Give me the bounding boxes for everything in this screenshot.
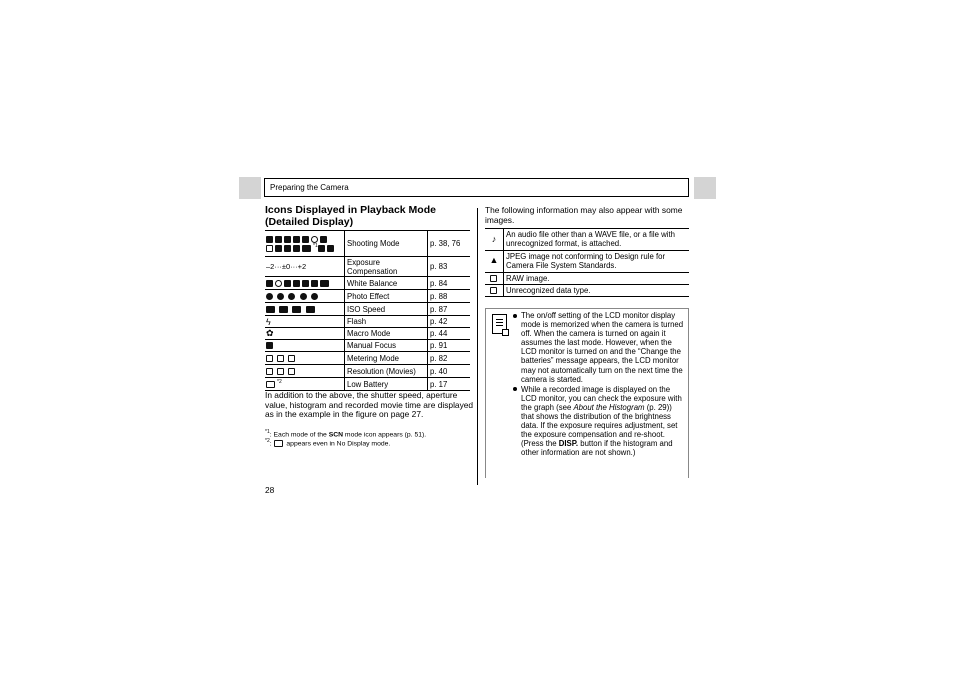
table-row — [485, 250, 689, 272]
table-row — [485, 285, 689, 297]
note-box — [485, 308, 689, 478]
table-item-name: Macro Mode — [345, 328, 428, 340]
column-divider — [477, 208, 478, 485]
table-item-page: p. 84 — [428, 277, 471, 290]
footnote-2: $^{*2}$: appears even in No Display mode. — [265, 438, 391, 448]
table-item-page: p. 87 — [428, 303, 471, 316]
table-item-name: Metering Mode — [345, 352, 428, 365]
iso-speed-icons — [265, 303, 345, 316]
table-item-text: RAW image. — [504, 272, 690, 284]
table-item-name: Shooting Mode — [345, 231, 428, 257]
table-row — [485, 272, 689, 284]
table-item-page: p. 88 — [428, 290, 471, 303]
memo-icon — [492, 314, 507, 334]
white-balance-icons — [265, 277, 345, 290]
table-row — [265, 378, 470, 391]
table-item-text: An audio file other than a WAVE file, or a file with unrecognized format, is attached. — [504, 229, 690, 251]
footnote-ref-2: *2 — [277, 379, 282, 386]
table-item-text: Unrecognized data type. — [504, 285, 690, 297]
table-row — [265, 316, 470, 328]
table-row — [265, 257, 470, 277]
chapter-header — [264, 178, 689, 197]
table-row — [265, 231, 470, 257]
audio-file-icon: ♪ — [491, 233, 497, 244]
table-row — [485, 229, 689, 251]
table-item-page: p. 17 — [428, 378, 471, 391]
note-text — [513, 311, 685, 458]
flash-icon: ϟ — [266, 316, 271, 327]
raw-icon — [490, 275, 497, 282]
right-intro-text: The following information may also appear with some images. — [485, 205, 683, 225]
table-item-name: Exposure Compensation — [345, 257, 428, 277]
movie-resolution-icons — [265, 365, 345, 378]
table-row — [265, 352, 470, 365]
table-item-page: p. 44 — [428, 328, 471, 340]
extra-info-table — [485, 228, 689, 297]
table-item-page: p. 83 — [428, 257, 471, 277]
table-row — [265, 328, 470, 340]
table-item-page: p. 38, 76 — [428, 231, 471, 257]
footnote-ref-1: *1 — [313, 243, 318, 250]
footnote-1: $^{*1}$: Each mode of the SCN mode icon appears (p. 51). — [265, 429, 427, 439]
body-paragraph: In addition to the above, the shutter speed, aperture value, histogram and recorded movie time are displayed as in the example in the figure on page 27. — [265, 390, 474, 420]
table-item-text: JPEG image not conforming to Design rule for Camera File System Standards. — [504, 250, 690, 272]
table-item-page: p. 40 — [428, 365, 471, 378]
table-row — [265, 290, 470, 303]
exposure-compensation-scale: –2···±0···+2 — [265, 257, 345, 277]
table-row — [265, 277, 470, 290]
right-page-tab — [694, 177, 716, 199]
table-item-name: Resolution (Movies) — [345, 365, 428, 378]
macro-icon: ✿ — [266, 328, 274, 338]
section-title: Icons Displayed in Playback Mode (Detailed Display) — [265, 204, 436, 228]
manual-focus-icon — [266, 342, 273, 349]
table-item-name: Manual Focus — [345, 340, 428, 352]
note-bullet-1: The on/off setting of the LCD monitor display mode is memorized when the camera is turned off. When the camera is turned on again it assumes the last mode. However, when the LCD monitor is turned on and the “Change the batteries” message appears, the LCD monitor may not automatically turn on the next time the camera is started. — [513, 311, 685, 384]
table-item-name: White Balance — [345, 277, 428, 290]
low-battery-icon — [266, 381, 275, 388]
table-item-name: Low Battery — [345, 378, 428, 391]
low-battery-icon — [274, 440, 283, 447]
table-row — [265, 340, 470, 352]
table-item-name: Photo Effect — [345, 290, 428, 303]
photo-effect-icons — [265, 290, 345, 303]
warning-triangle-icon: ▲ — [489, 255, 499, 266]
chapter-header-label: Preparing the Camera — [270, 183, 349, 192]
left-page-tab — [239, 177, 261, 199]
shooting-mode-icons — [265, 231, 345, 257]
page-number: 28 — [265, 485, 275, 495]
table-item-page: p. 42 — [428, 316, 471, 328]
icon-table — [265, 230, 470, 391]
metering-mode-icons — [265, 352, 345, 365]
table-item-page: p. 91 — [428, 340, 471, 352]
table-item-page: p. 82 — [428, 352, 471, 365]
table-item-name: Flash — [345, 316, 428, 328]
table-item-name: ISO Speed — [345, 303, 428, 316]
note-bullet-2: While a recorded image is displayed on the LCD monitor, you can check the exposure with the graph (see About the Histogram (p. 29)) that shows the distribution of the brightness data. If the exposure requires adjustment, set the exposure compensation and re-shoot. (Press the DISP. button if the histogram and other information are not shown.) — [513, 385, 685, 458]
table-row — [265, 303, 470, 316]
question-mark-icon — [490, 287, 497, 294]
table-row — [265, 365, 470, 378]
